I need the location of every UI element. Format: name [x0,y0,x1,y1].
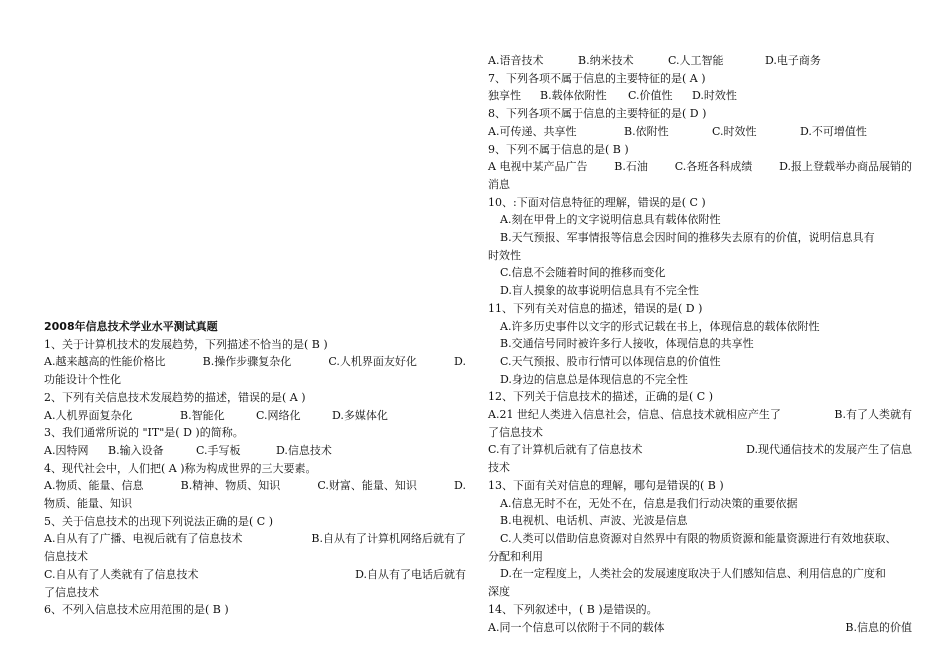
q10-option-a: A.刻在甲骨上的文字说明信息具有载体依附性 [500,213,721,227]
q14-stem: 14、下列叙述中，( B )是错误的。 [488,602,658,616]
q12-stem: 12、下列关于信息技术的描述，正确的是( C ) [488,390,713,404]
q1-option-d: D. [454,355,466,369]
q12-option-a: A.21 世纪人类进入信息社会，信息、信息技术就相应产生了 [488,408,781,422]
q3-option-b: B.输入设备 [108,443,164,457]
q7-stem: 7、下列各项不属于信息的主要特征的是( A ) [488,71,706,85]
q9-option-d: D.报上登载举办商品展销的 [779,160,912,174]
q14-option-a: A.同一个信息可以依附于不同的载体 [488,620,665,634]
q13-option-c-cont: 分配和利用 [488,549,543,563]
q3-option-d: D.信息技术 [276,443,332,457]
q9-option-b: B.石油 [614,160,648,174]
q5-option-c: C.自从有了人类就有了信息技术 [44,567,199,581]
q8-option-d: D.不可增值性 [800,124,867,138]
q6-stem: 6、不列入信息技术应用范围的是( B ) [44,603,229,617]
q7-option-b: B.载体依附性 [540,89,607,103]
q3-stem: 3、我们通常所说的 "IT"是( D )的简称。 [44,426,244,440]
q8-option-b: B.依附性 [624,124,669,138]
q10-stem: 10、:下面对信息特征的理解，错误的是( C ) [488,195,706,209]
q14-options [488,619,912,637]
q8-option-c: C.时效性 [712,124,757,138]
q8-options [488,123,912,141]
q6-option-a: A.语音技术 [488,54,544,67]
q5-options-ab [44,530,466,548]
q11-option-b: B.交通信号同时被许多行人接收，体现信息的共享性 [500,337,754,351]
q6-options [488,52,912,70]
q13-option-d-cont: 深度 [488,585,510,599]
q4-stem: 4、现代社会中，人们把( A )称为构成世界的三大要素。 [44,461,317,475]
q3-option-a: A.因特网 [44,443,89,457]
q3-options [44,442,466,460]
q11-option-d: D.身边的信息总是体现信息的不完全性 [500,372,688,386]
q1-option-d-cont: 功能设计个性化 [44,373,121,387]
q7-option-a: 独享性 [488,89,521,103]
q10-option-c: C.信息不会随着时间的推移而变化 [500,266,666,280]
q9-option-c: C.各班各科成绩 [674,160,753,174]
q7-option-c: C.价值性 [628,89,673,103]
q9-options [488,158,912,176]
q5-option-d: D.自从有了电话后就有 [355,567,466,581]
q9-option-d-cont: 消息 [488,177,510,191]
q11-option-a: A.许多历史事件以文字的形式记载在书上，体现信息的载体依附性 [500,319,820,333]
q12-options-ab [488,406,912,424]
q2-option-d: D.多媒体化 [332,408,388,422]
q1-options [44,353,466,371]
q13-stem: 13、下面有关对信息的理解，哪句是错误的( B ) [488,478,724,492]
q7-options [488,87,912,105]
q5-option-b: B.自从有了计算机网络后就有了 [311,532,466,546]
q12-option-d-cont: 技术 [488,461,510,475]
q4-options [44,477,466,495]
q13-option-b: B.电视机、电话机、声波、光波是信息 [500,514,688,528]
q13-option-a: A.信息无时不在，无处不在，信息是我们行动决策的重要依据 [500,496,798,510]
q12-option-d: D.现代通信技术的发展产生了信息 [746,443,912,457]
q5-option-d-cont: 了信息技术 [44,585,99,599]
document-title: 2008年信息技术学业水平测试真题 [44,320,218,333]
q12-option-b: B.有了人类就有 [834,408,912,422]
q4-option-a: A.物质、能量、信息 [44,479,144,493]
q10-option-b-cont: 时效性 [488,248,521,262]
q2-options [44,407,466,425]
q9-option-a: A 电视中某产品广告 [488,160,588,174]
q13-option-d: D.在一定程度上，人类社会的发展速度取决于人们感知信息、利用信息的广度和 [500,567,886,581]
q1-stem: 1、关于计算机技术的发展趋势，下列描述不恰当的是( B ) [44,337,328,351]
q8-stem: 8、下列各项不属于信息的主要特征的是( D ) [488,107,707,121]
q4-option-d-cont: 物质、能量、知识 [44,497,132,511]
q3-option-c: C.手写板 [196,443,241,457]
q8-option-a: A.可传递、共享性 [488,124,577,138]
q1-option-b: B.操作步骤复杂化 [202,355,292,369]
q2-option-a: A.人机界面复杂化 [44,408,133,422]
q5-option-a: A.自从有了广播、电视后就有了信息技术 [44,532,243,546]
q2-option-c: C.网络化 [256,408,301,422]
q4-option-b: B.精神、物质、知识 [180,479,281,493]
q2-stem: 2、下列有关信息技术发展趋势的描述，错误的是( A ) [44,390,306,404]
q4-option-d: D. [454,479,466,493]
left-column [44,318,466,619]
q12-option-c: C.有了计算机后就有了信息技术 [488,443,643,457]
q11-stem: 11、下列有关对信息的描述，错误的是( D ) [488,301,703,315]
q4-option-c: C.财富、能量、知识 [317,479,417,493]
q6-option-c: C.人工智能 [668,54,724,67]
q9-stem: 9、下列不属于信息的是( B ) [488,142,629,156]
right-column [488,52,912,636]
q6-option-d: D.电子商务 [765,54,821,67]
q6-option-b: B.纳米技术 [578,54,634,67]
q10-option-b: B.天气预报、军事情报等信息会因时间的推移失去原有的价值，说明信息具有 [500,231,875,245]
q11-option-c: C.天气预报、股市行情可以体现信息的价值性 [500,354,721,368]
q5-options-cd [44,566,466,584]
q12-option-b-cont: 了信息技术 [488,425,543,439]
q7-option-d: D.时效性 [692,89,737,103]
q1-option-c: C.人机界面友好化 [328,355,417,369]
q5-stem: 5、关于信息技术的出现下列说法正确的是( C ) [44,514,273,528]
q2-option-b: B.智能化 [180,408,225,422]
q1-option-a: A.越来越高的性能价格比 [44,355,166,369]
q14-option-b: B.信息的价值 [845,620,912,634]
q13-option-c: C.人类可以借助信息资源对自然界中有限的物质资源和能量资源进行有效地获取、 [500,531,897,545]
q5-option-b-cont: 信息技术 [44,550,88,564]
q12-options-cd [488,441,912,459]
q10-option-d: D.盲人摸象的故事说明信息具有不完全性 [500,284,699,298]
